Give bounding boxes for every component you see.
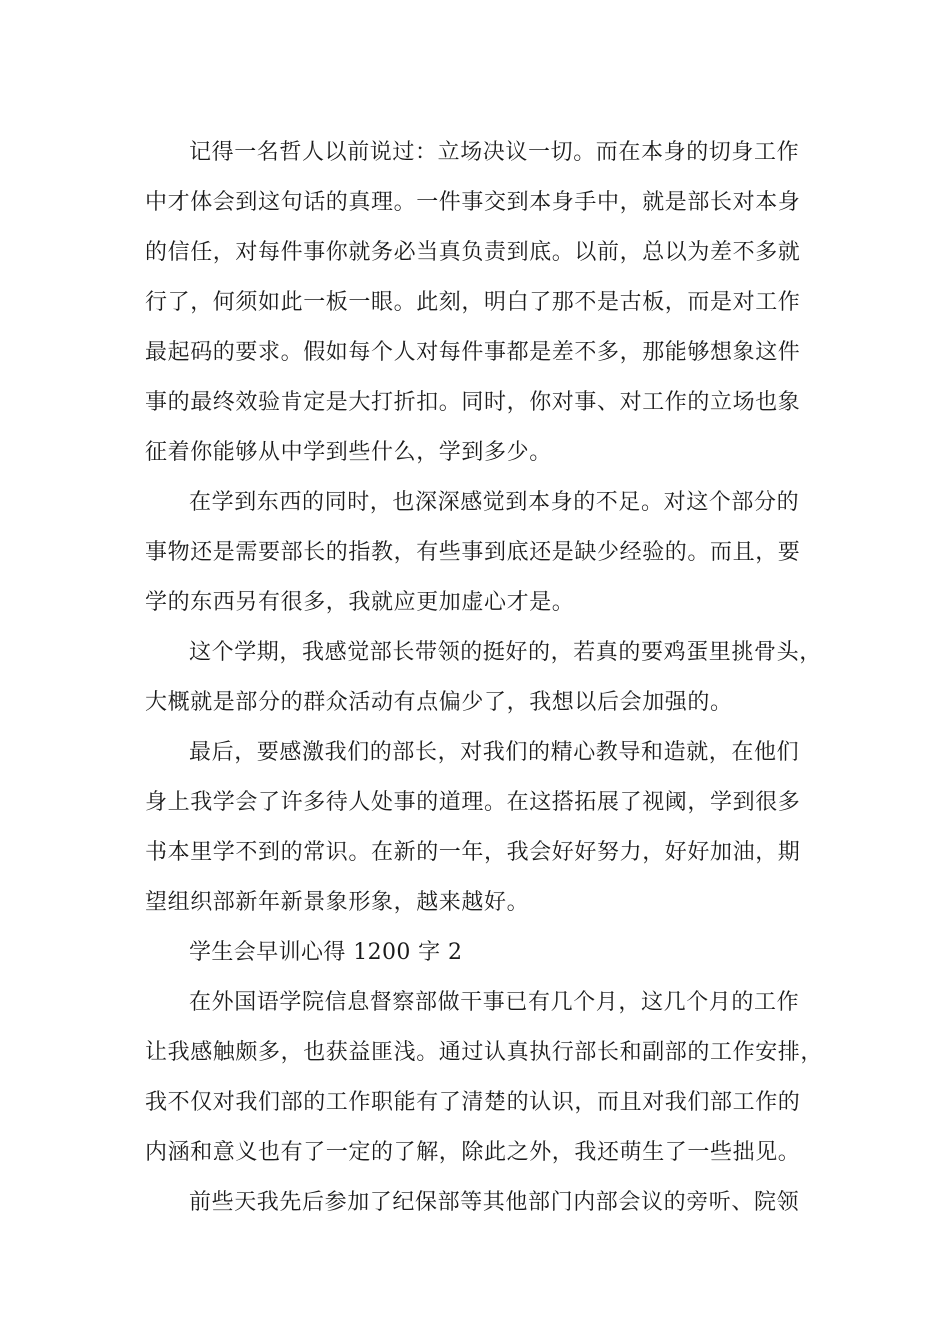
text-line: 身上我学会了许多待人处事的道理。在这搭拓展了视阈，学到很多: [145, 790, 801, 815]
text-line: 望组织部新年新景象形象，越来越好。: [145, 890, 530, 915]
text-line: 前些天我先后参加了纪保部等其他部门内部会议的旁听、院领: [189, 1190, 800, 1215]
text-line: 让我感触颇多，也获益匪浅。通过认真执行部长和副部的工作安排，: [145, 1040, 824, 1065]
text-line: 最起码的要求。假如每个人对每件事都是差不多，那能够想象这件: [145, 340, 801, 365]
text-line: 这个学期，我感觉部长带领的挺好的，若真的要鸡蛋里挑骨头，: [189, 640, 822, 665]
paragraph-3: [145, 628, 822, 728]
paragraph-1: [145, 128, 815, 478]
text-line: 大概就是部分的群众活动有点偏少了，我想以后会加强的。: [145, 690, 733, 715]
paragraph-5: [145, 978, 824, 1178]
paragraph-2: [145, 478, 815, 628]
text-line: 中才体会到这句话的真理。一件事交到本身手中，就是部长对本身: [145, 190, 801, 215]
text-line: 学的东西另有很多，我就应更加虚心才是。: [145, 590, 575, 615]
section-heading-text: 学生会早训心得 1200 字 2: [189, 940, 463, 965]
text-line: 我不仅对我们部的工作职能有了清楚的认识，而且对我们部工作的: [145, 1090, 801, 1115]
text-line: 在外国语学院信息督察部做干事已有几个月，这几个月的工作: [189, 990, 800, 1015]
text-line: 书本里学不到的常识。在新的一年，我会好好努力，好好加油，期: [145, 840, 801, 865]
text-line: 事物还是需要部长的指教，有些事到底还是缺少经验的。而且，要: [145, 540, 801, 565]
paragraph-4: [145, 728, 815, 928]
text-line: 事的最终效验肯定是大打折扣。同时，你对事、对工作的立场也象: [145, 390, 801, 415]
text-line: 最后，要感激我们的部长，对我们的精心教导和造就，在他们: [189, 740, 800, 765]
text-line: 征着你能够从中学到些什么，学到多少。: [145, 440, 552, 465]
paragraph-6: [145, 1178, 815, 1228]
section-heading: [145, 928, 815, 978]
text-line: 内涵和意义也有了一定的了解，除此之外，我还萌生了一些拙见。: [145, 1140, 801, 1165]
text-line: 在学到东西的同时，也深深感觉到本身的不足。对这个部分的: [189, 490, 800, 515]
document-body: [145, 128, 824, 1228]
text-line: 行了，何须如此一板一眼。此刻，明白了那不是古板，而是对工作: [145, 290, 801, 315]
text-line: 的信任，对每件事你就务必当真负责到底。以前，总以为差不多就: [145, 240, 801, 265]
text-line: 记得一名哲人以前说过：立场决议一切。而在本身的切身工作: [189, 140, 800, 165]
